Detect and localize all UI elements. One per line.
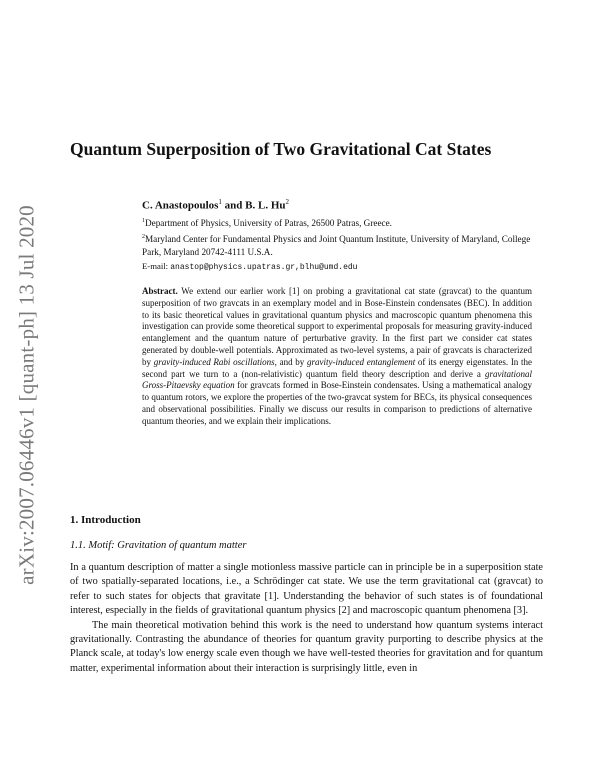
subsection-heading: 1.1. Motif: Gravitation of quantum matter (70, 540, 247, 551)
abstract-emphasis: gravity-induced entanglement (307, 356, 416, 367)
email-address: anastop@physics.upatras.gr,blhu@umd.edu (170, 263, 358, 272)
affiliation-item (142, 231, 542, 260)
section-heading: 1. Introduction (70, 514, 141, 526)
affiliation-text: Maryland Center for Fundamental Physics and Joint Quantum Institute, University of Maryland, College Park, Maryland 20742-4111 U.S.A. (142, 233, 531, 258)
affiliation-text: Department of Physics, University of Patras, 26500 Patras, Greece. (145, 218, 392, 229)
abstract-text: for gravcats formed in Bose-Einstein condensates. Using a mathematical analogy to quantum rotors, we explore the properties of the two-gravcat system for BECs, its physical consequences and observational possibilities. Finally we discuss our results in comparison to predictions of alternative quantum theories, and we explain their implications. (142, 380, 532, 426)
body-text (70, 561, 543, 676)
abstract-label: Abstract. (142, 286, 178, 296)
email-line (142, 261, 357, 272)
affiliation-mark: 2 (285, 198, 290, 206)
affiliation-mark: 2 (142, 233, 145, 240)
author-name: C. Anastopoulos (142, 199, 219, 212)
author-conjunction: and (221, 199, 246, 212)
affiliations (142, 215, 542, 260)
arxiv-identifier-text: arXiv:2007.06446v1 [quant-ph] 13 Jul 2020 (14, 205, 39, 585)
arxiv-identifier-stamp (16, 205, 38, 585)
abstract-emphasis: gravity-induced Rabi oscillations (153, 356, 275, 367)
affiliation-item (142, 215, 542, 231)
abstract-text: We extend our earlier work [1] on probing a gravitational cat state (gravcat) to the quantum superposition of two gravcats in an exemplary model and in Bose-Einstein condensates (BEC). In addition to its basic theoretical values in gravitational quantum physics and macroscopic quantum phenomena this investigation can provide some theoretical support to experimental proposals for measuring gravity-induced entanglement and the quantum nature of perturbative gravity. In the first part we consider cat states generated by double-well potentials. Approximated as two-level systems, a pair of gravcats is characterized by (142, 286, 532, 367)
abstract-text: of its energy eigenstates. In the second part we turn to a (non-relativistic) quantum field theory description and derive a (142, 356, 533, 379)
author-line (142, 198, 289, 212)
affiliation-mark: 1 (218, 198, 222, 206)
abstract-emphasis: gravitational Gross-Pitaevsky equation (142, 368, 532, 391)
author-name: B. L. Hu (245, 199, 286, 212)
paragraph: The main theoretical motivation behind this work is the need to understand how quantum systems interact gravitationally. Contrasting the abundance of theories for quantum gravity purporting to describe physics at the Planck scale, at today's low energy scale even though we have well-tested theories for gravitation and for quantum matter, experimental information about their interaction is surprisingly little, even in (70, 619, 543, 674)
paper-title: Quantum Superposition of Two Gravitational Cat States (70, 139, 492, 159)
paragraph: In a quantum description of matter a single motionless massive particle can in principle be in a superposition state of two spatially-separated locations, i.e., a Schrödinger cat state. We use the term gravitational cat (gravcat) to refer to such states for objects that gravitate [1]. Understanding the behavior of such states is of foundational interest, especially in the fields of gravitational quantum physics [2] and macroscopic quantum phenomena [3]. (70, 562, 543, 617)
abstract (142, 286, 532, 428)
abstract-text: , and by (274, 356, 308, 367)
email-label: E-mail: (142, 261, 171, 271)
affiliation-mark: 1 (142, 218, 145, 224)
